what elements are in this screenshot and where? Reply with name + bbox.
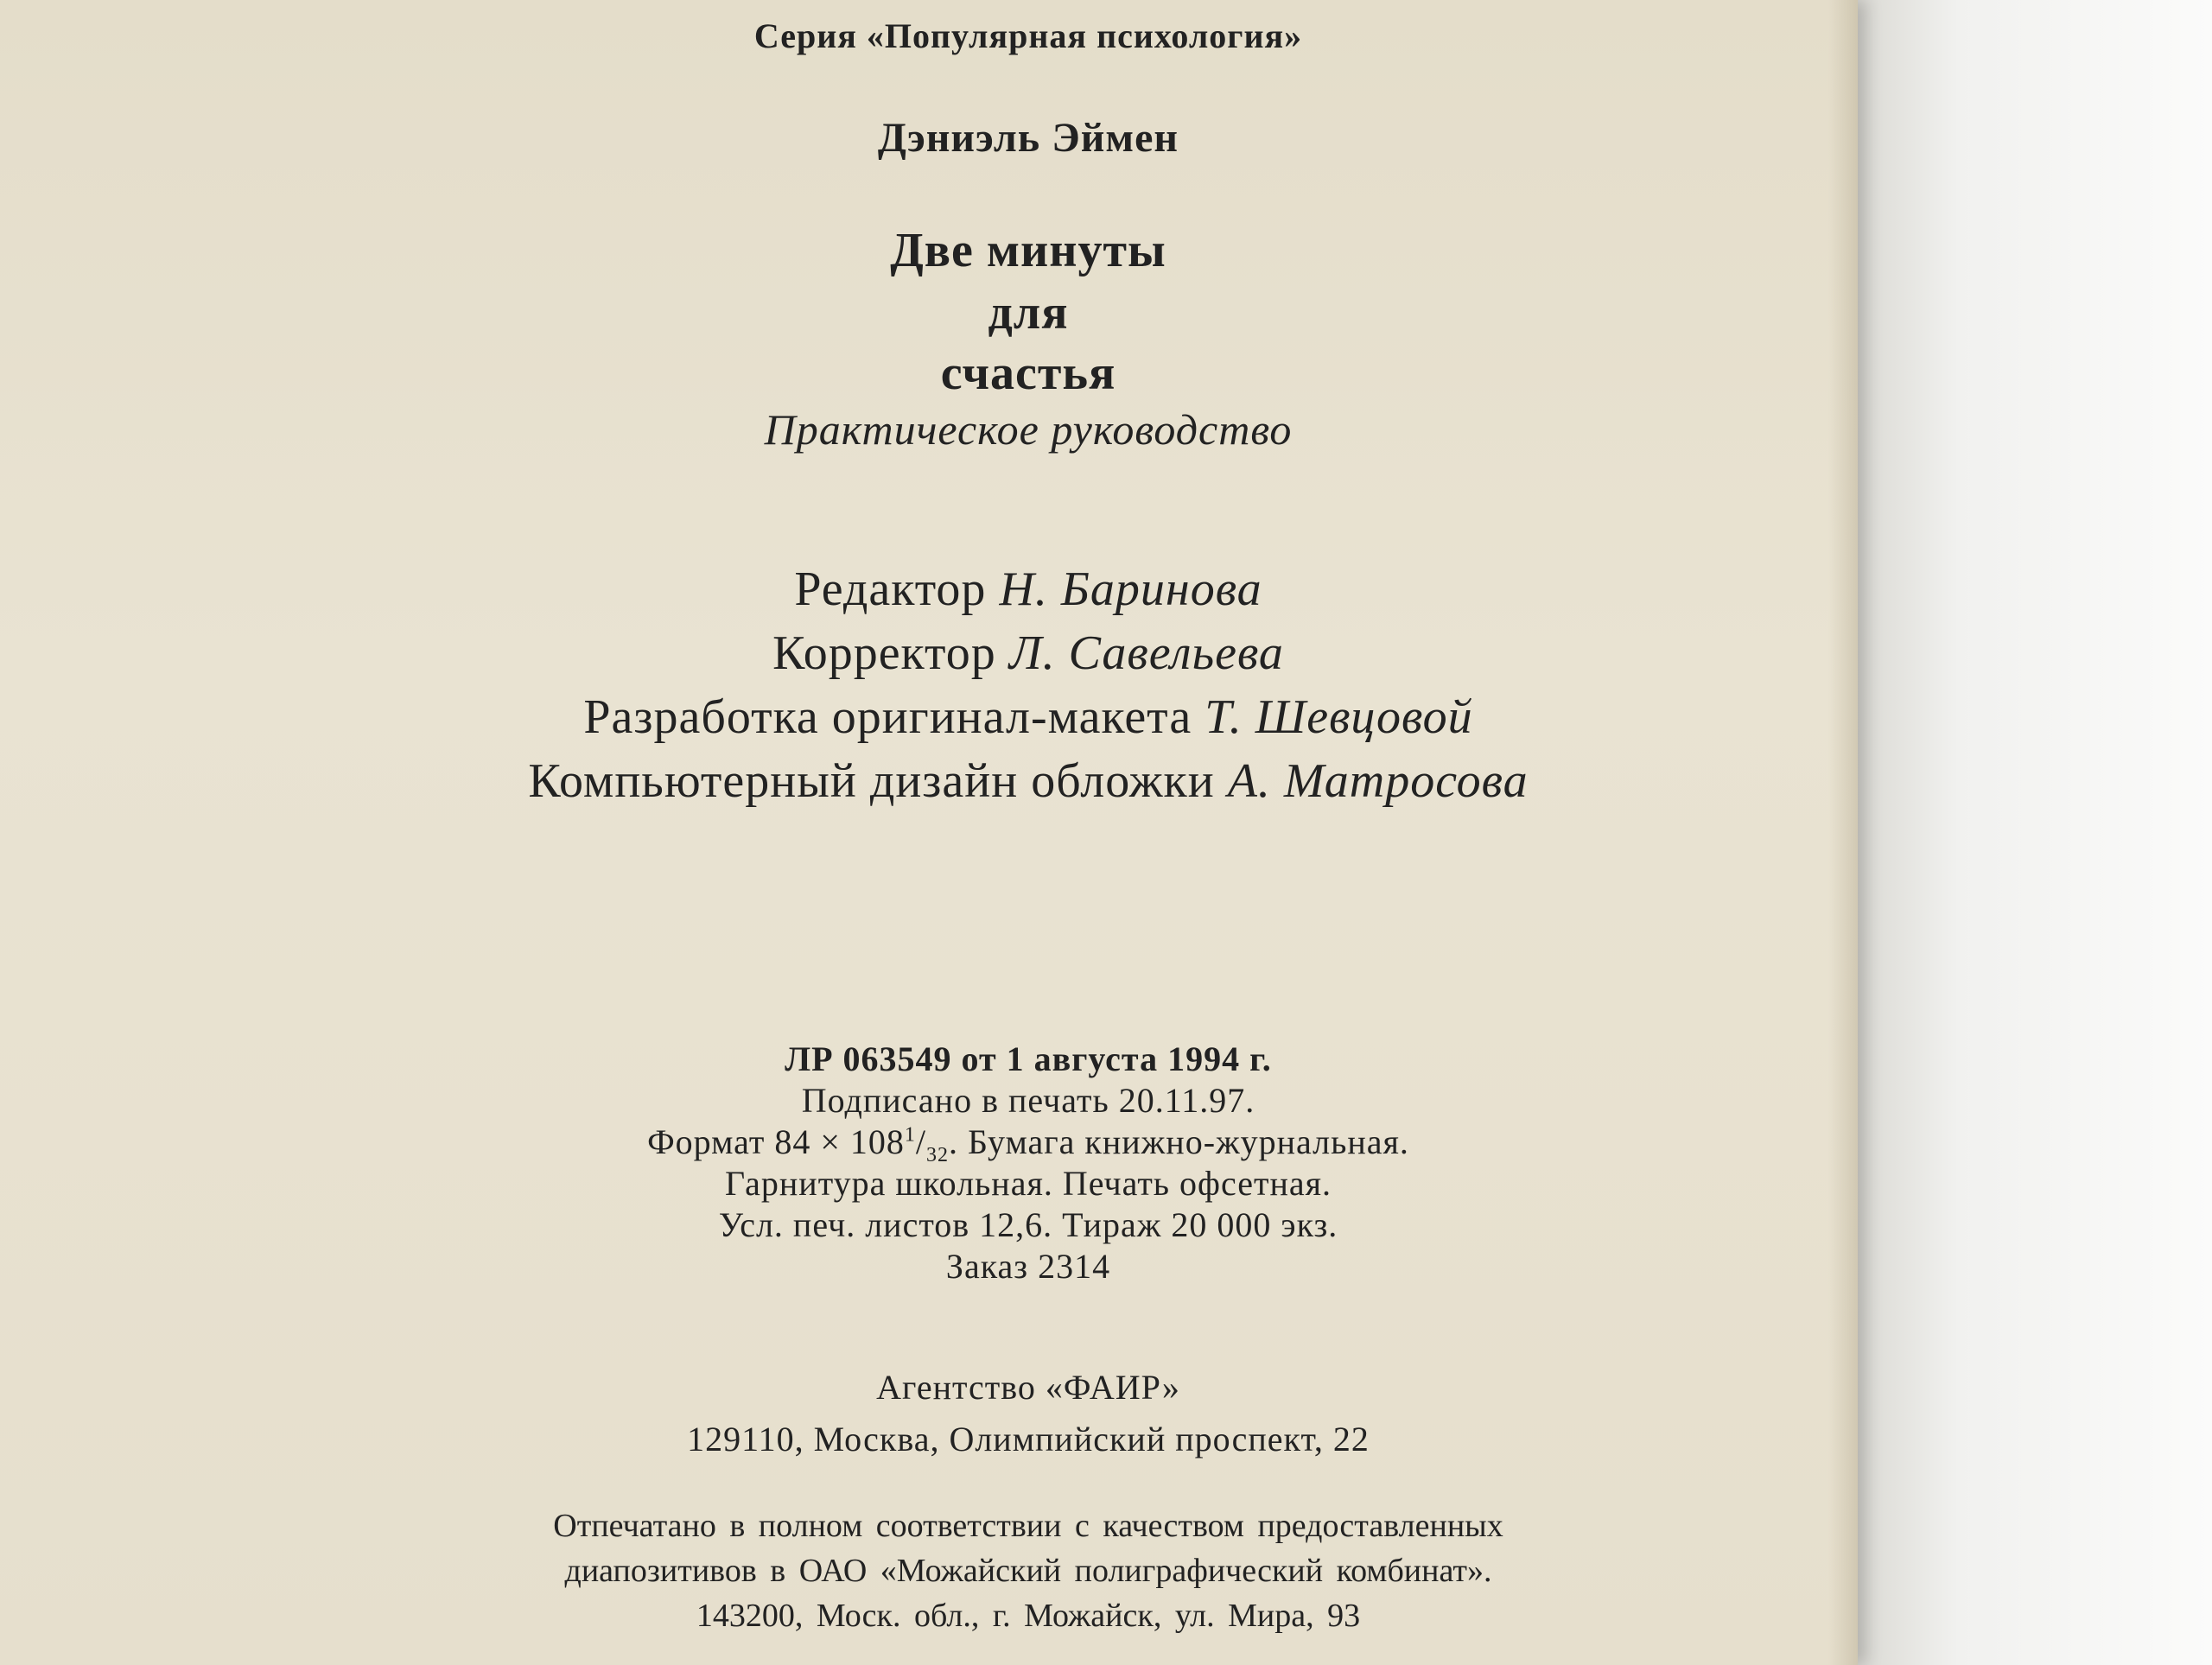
author-name: Дэниэль Эймен [877,115,1179,161]
imprint-typeface: Гарнитура школьная. Печать офсетная. [725,1164,1332,1203]
imprint-format: Формат $84 \times 108^1/_{32}$. Бумага книжно-журнальная. [647,1122,1409,1166]
credit-role: Корректор [772,626,996,680]
credit-person: А. Матросова [1227,754,1529,808]
title-line-1: Две минуты [890,224,1166,277]
printer-line-3: 143200, Моск. обл., г. Можайск, ул. Мира, 93 [696,1598,1361,1634]
title-line-2: для [988,286,1069,340]
credit-person: Н. Баринова [999,562,1262,616]
credit-role: Компьютерный дизайн обложки [528,754,1215,808]
format-suffix: . Бумага книжно-журнальная. [949,1122,1409,1161]
credit-cover-design [0,753,2056,809]
imprint-signed: Подписано в печать 20.11.97. [801,1081,1255,1120]
credit-proofreader [0,626,2056,681]
printer-line-1: Отпечатано в полном соответствии с качеством предоставленных [553,1508,1503,1544]
imprint-sheets: Усл. печ. листов 12,6. Тираж 20 000 экз. [718,1205,1338,1244]
publisher-address: 129110, Москва, Олимпийский проспект, 22 [687,1420,1370,1458]
series-line: Серия «Популярная психология» [753,16,1303,55]
credit-person: Т. Шевцовой [1205,690,1473,744]
format-denominator: 32 [926,1144,949,1166]
printer-line-2: диапозитивов в ОАО «Можайский полиграфический комбинат». [564,1553,1492,1589]
format-numerator: 1 [904,1123,916,1147]
credit-role: Разработка оригинал-макета [583,690,1192,744]
credit-layout [0,690,2056,745]
title-line-3: счастья [940,346,1116,400]
credit-person: Л. Савельева [1008,626,1284,680]
credit-role: Редактор [794,562,987,616]
imprint-order: Заказ 2314 [945,1247,1111,1286]
imprint-license: ЛР 063549 от 1 августа 1994 г. [785,1039,1272,1078]
subtitle: Практическое руководство [764,405,1293,454]
publisher-name: Агентство «ФАИР» [876,1368,1180,1407]
credit-editor [0,562,2056,617]
format-prefix: Формат 84 × 108 [647,1122,905,1161]
